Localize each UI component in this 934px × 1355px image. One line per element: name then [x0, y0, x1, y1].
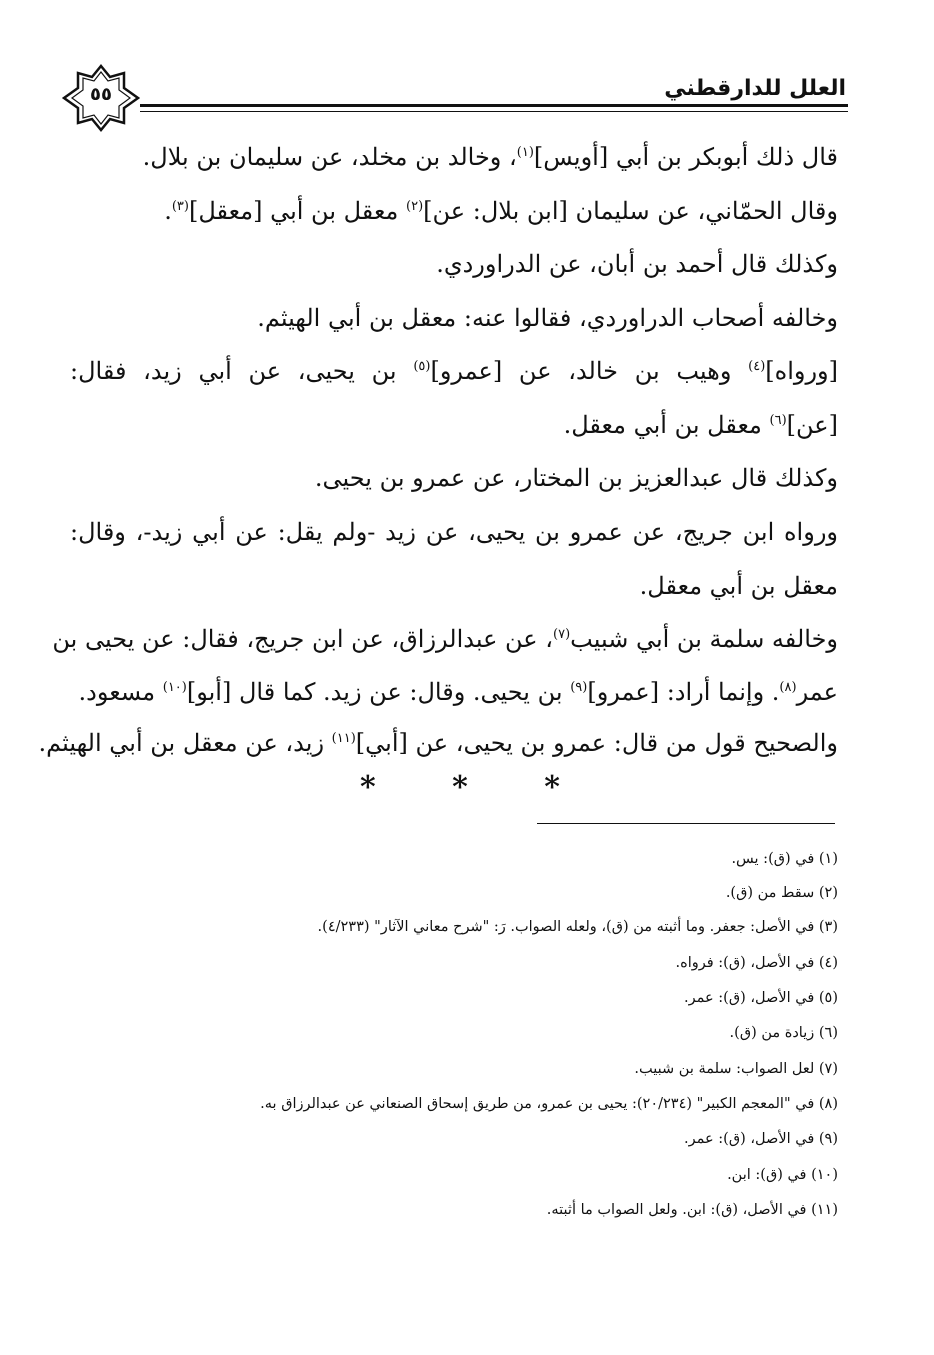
body-line-10: وخالفه سلمة بن أبي شبيب$^{(٧)}$، عن عبدالرزاق، عن ابن جريج، فقال: عن يحيى بن	[52, 625, 838, 653]
body-line-5: [ورواه]$^{(٤)}$ وهيب بن خالد، عن [عمرو]$^{(٥)}$ بن يحيى، عن أبي زيد، فقال:	[70, 357, 839, 385]
star-mark: *	[452, 770, 468, 805]
footnote-10: (١٠) في (ق): ابن.	[727, 1167, 838, 1183]
body-line-11: عمر$^{(٨)}$. وإنما أراد: [عمرو]$^{(٩)}$ بن يحيى. وقال: عن زيد. كما قال [أبو]$^{(١٠)}$ مسعود.	[78, 678, 838, 706]
body-line-12: والصحيح قول من قال: عمرو بن يحيى، عن [أبي]$^{(١١)}$ زيد، عن معقل بن أبي الهيثم.	[38, 729, 838, 757]
footnote-3: (٣) في الأصل: جعفر. وما أثبته من (ق)، ولعله الصواب. رَ: "شرح معاني الآثار" (٤/٢٣٣).	[317, 919, 838, 935]
body-line-3: وكذلك قال أحمد بن أبان، عن الدراوردي.	[436, 250, 838, 278]
page-number-badge	[62, 64, 140, 132]
footnote-2: (٢) سقط من (ق).	[725, 885, 838, 901]
footnote-9: (٩) في الأصل، (ق): عمر.	[684, 1131, 838, 1147]
footnote-7: (٧) لعل الصواب: سلمة بن شبيب.	[634, 1061, 838, 1077]
footnote-1: (١) في (ق): يس.	[731, 851, 838, 867]
star-mark: *	[544, 770, 560, 805]
body-line-7: وكذلك قال عبدالعزيز بن المختار، عن عمرو بن يحيى.	[314, 464, 838, 492]
page-number: ٥٥	[90, 84, 112, 105]
body-line-1: قال ذلك أبوبكر بن أبي [أويس]$^{(١)}$، وخالد بن مخلد، عن سليمان بن بلال.	[142, 143, 838, 171]
footnote-8: (٨) في "المعجم الكبير" (٢٠/٢٣٤): يحيى بن عمرو، من طريق إسحاق الصنعاني عن عبدالرزاق به.	[260, 1096, 838, 1112]
footnote-11: (١١) في الأصل، (ق): ابن. ولعل الصواب ما أثبته.	[546, 1202, 838, 1218]
body-line-6: [عن]$^{(٦)}$ معقل بن أبي معقل.	[563, 411, 838, 439]
body-line-9: معقل بن أبي معقل.	[639, 572, 838, 600]
section-divider-stars	[360, 770, 560, 805]
body-line-4: وخالفه أصحاب الدراوردي، فقالوا عنه: معقل بن أبي الهيثم.	[257, 304, 838, 332]
footnote-4: (٤) في الأصل، (ق): فرواه.	[675, 955, 838, 971]
star-mark: *	[360, 770, 376, 805]
body-line-8: ورواه ابن جريج، عن عمرو بن يحيى، عن زيد -ولم يقل: عن أبي زيد-، وقال:	[70, 518, 838, 546]
footnote-6: (٦) زيادة من (ق).	[729, 1025, 838, 1041]
body-line-2: وقال الحمّاني، عن سليمان [ابن بلال: عن]$^{(٢)}$ معقل بن أبي [معقل]$^{(٣)}$.	[164, 197, 838, 225]
running-header-title: العلل للدارقطني	[664, 76, 846, 101]
footnote-5: (٥) في الأصل، (ق): عمر.	[684, 990, 838, 1006]
header-rule-thick	[140, 104, 848, 107]
footnote-separator	[537, 823, 835, 824]
header-rule-thin	[140, 111, 848, 112]
